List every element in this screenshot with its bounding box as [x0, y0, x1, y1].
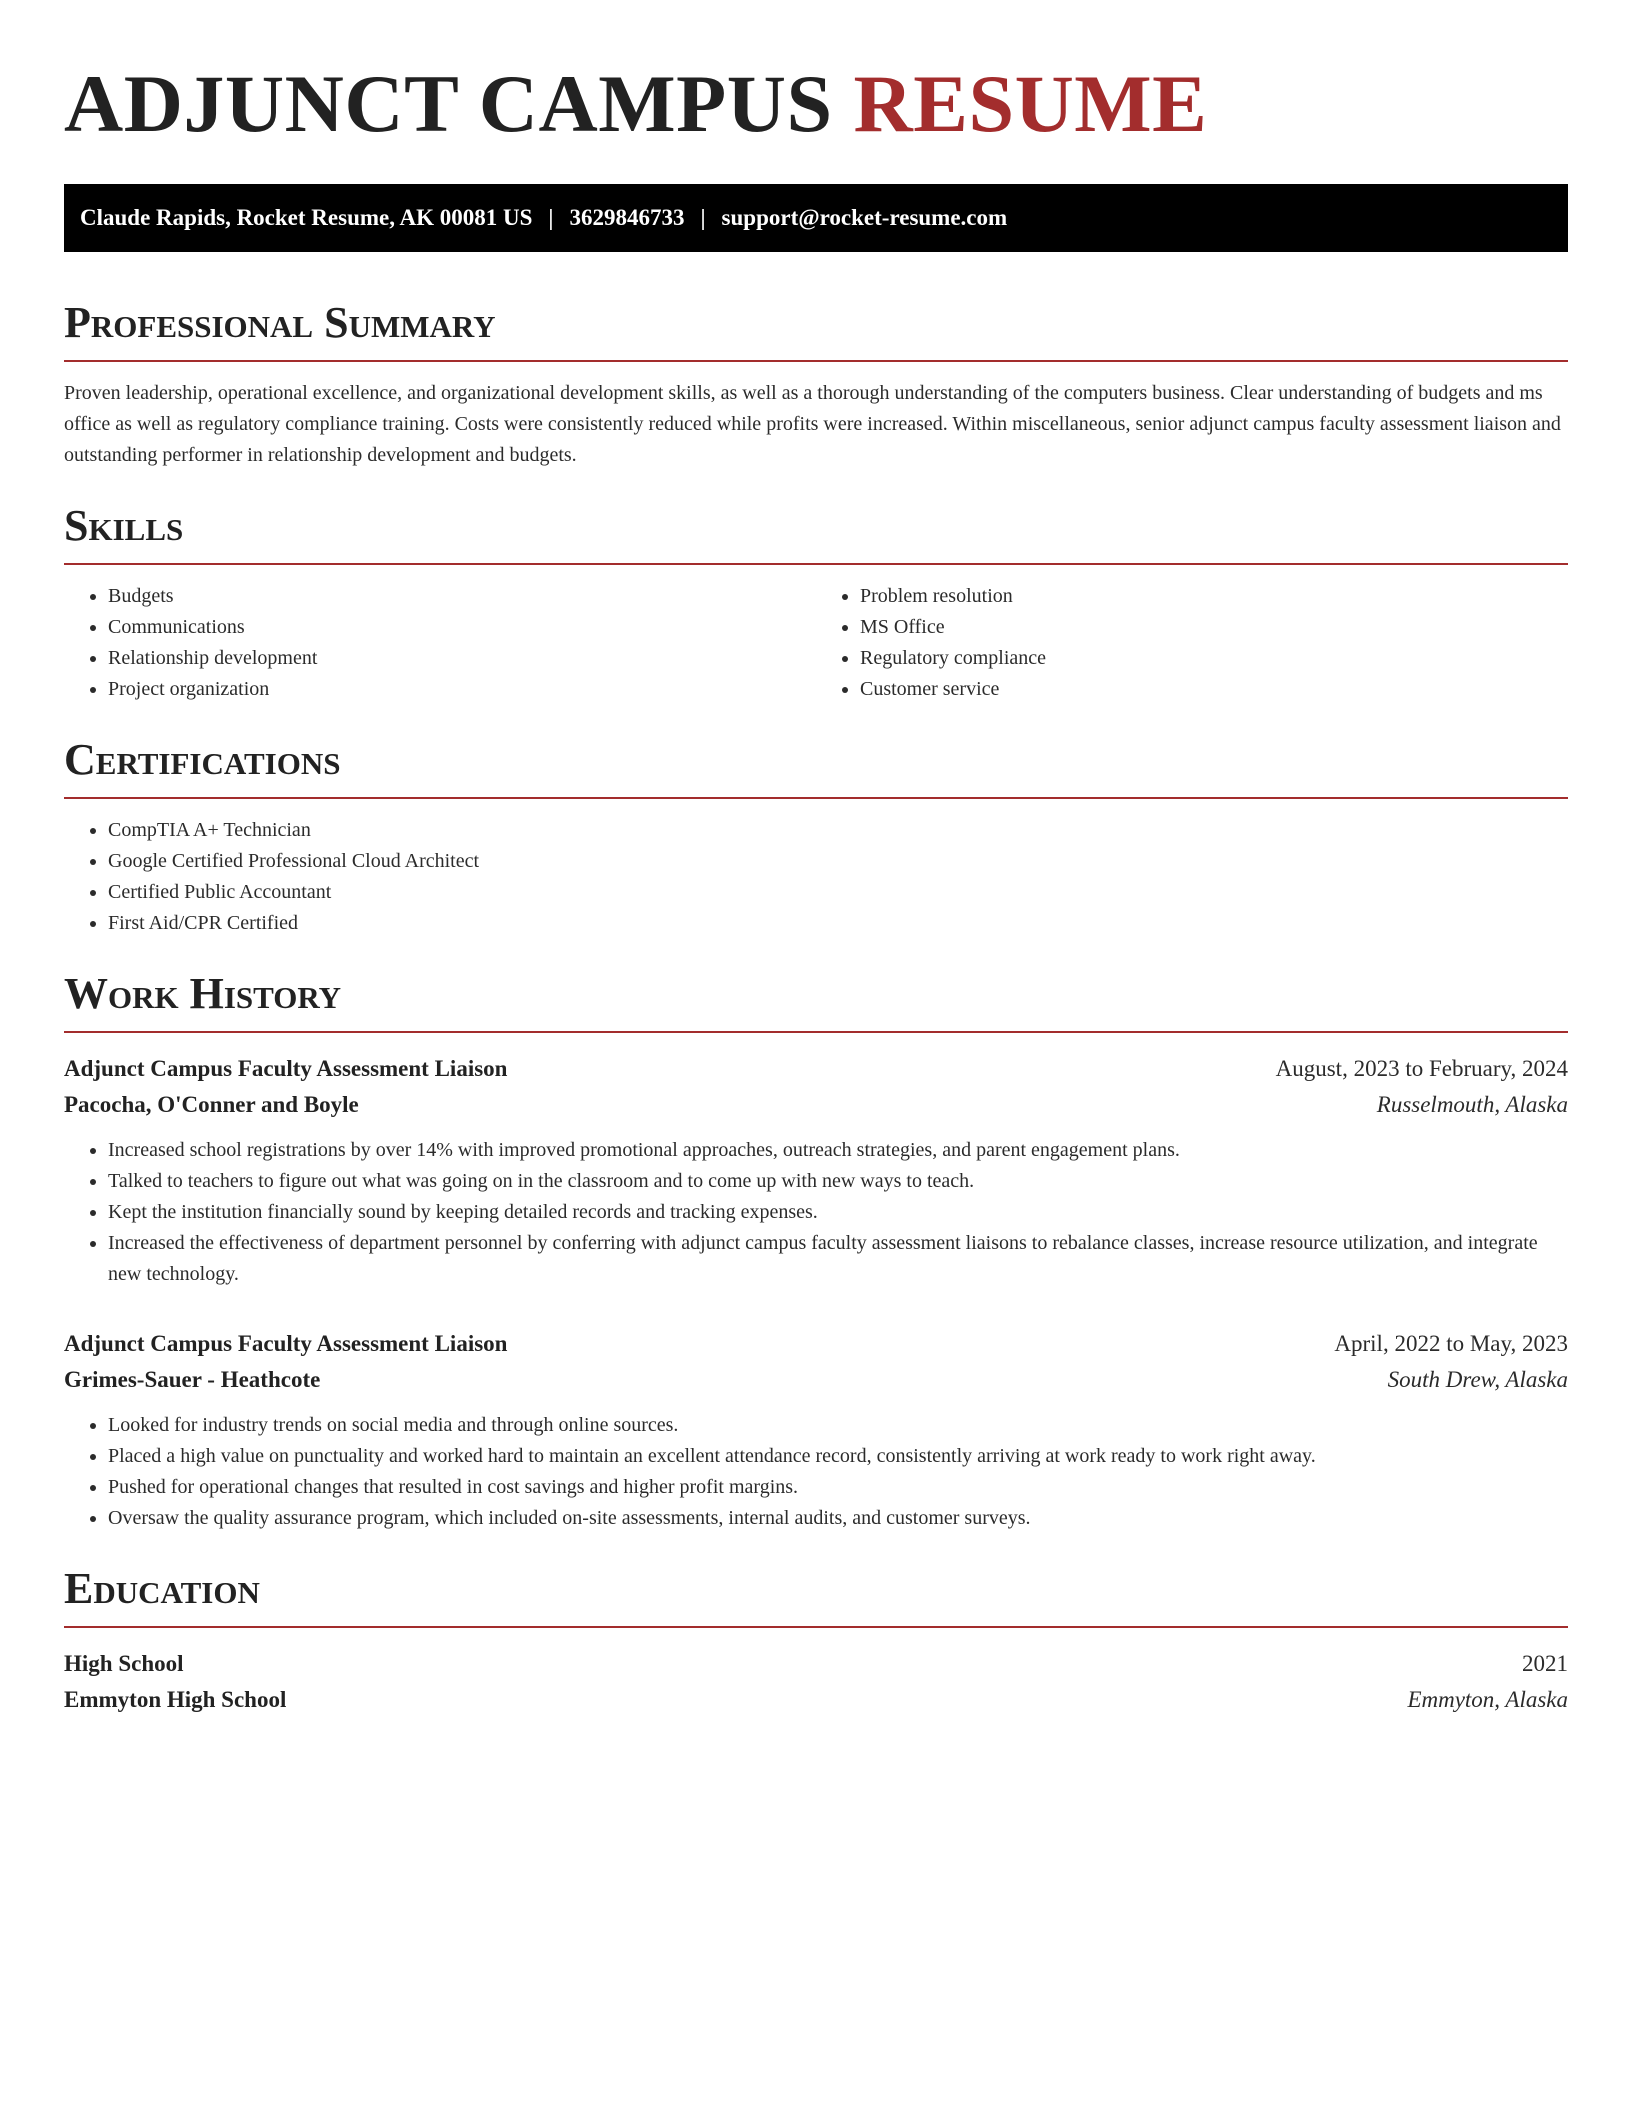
job-company-row [64, 1362, 1568, 1398]
work-history-heading: Work History [64, 969, 1568, 1033]
skills-section [64, 501, 1568, 705]
skills-list-left [64, 581, 816, 705]
title-main: ADJUNCT CAMPUS [64, 58, 854, 149]
certification-item: • First Aid/CPR Certified [108, 908, 1568, 939]
job-dates: April, 2022 to May, 2023 [1334, 1331, 1568, 1356]
job-bullet: • Looked for industry trends on social media and through online sources. [108, 1410, 1568, 1441]
certifications-heading: Certifications [64, 735, 1568, 799]
education-heading: Education [64, 1564, 1568, 1628]
job-company-row [64, 1087, 1568, 1123]
contact-address: Claude Rapids, Rocket Resume, AK 00081 US [80, 205, 533, 230]
job-bullet: • Increased school registrations by over 14% with improved promotional approaches, outreach strategies, and parent engagement plans. [108, 1135, 1568, 1166]
job-company: Pacocha, O'Conner and Boyle [64, 1092, 359, 1117]
education-school-row [64, 1682, 1568, 1718]
summary-section [64, 298, 1568, 471]
work-history-section [64, 969, 1568, 1534]
certifications-section [64, 735, 1568, 939]
certification-item: • Google Certified Professional Cloud Architect [108, 846, 1568, 877]
job-dates: August, 2023 to February, 2024 [1275, 1056, 1568, 1081]
education-degree-row [64, 1646, 1568, 1682]
education-degree: High School [64, 1651, 184, 1676]
title-accent: RESUME [853, 58, 1208, 149]
skill-item: • Customer service [860, 674, 1568, 705]
skill-item: • Problem resolution [860, 581, 1568, 612]
certification-item: • Certified Public Accountant [108, 877, 1568, 908]
contact-bar [64, 184, 1568, 252]
skill-item: • MS Office [860, 612, 1568, 643]
certifications-list [64, 815, 1568, 939]
skill-item: • Project organization [108, 674, 816, 705]
education-section [64, 1564, 1568, 1718]
job-title: Adjunct Campus Faculty Assessment Liaison [64, 1331, 508, 1356]
job-bullet: • Oversaw the quality assurance program, which included on-site assessments, internal audits, and customer surveys. [108, 1503, 1568, 1534]
skill-item: • Relationship development [108, 643, 816, 674]
contact-email: support@rocket-resume.com [721, 205, 1008, 230]
skills-list-right [816, 581, 1568, 705]
resume-title [64, 56, 1568, 152]
skills-grid [64, 581, 1568, 705]
certification-item: • CompTIA A+ Technician [108, 815, 1568, 846]
job-bullet: • Increased the effectiveness of department personnel by conferring with adjunct campus faculty assessment liaisons to rebalance classes, increase resource utilization, and integrate new technology. [108, 1228, 1568, 1290]
summary-heading: Professional Summary [64, 298, 1568, 362]
job-location: South Drew, Alaska [1387, 1367, 1568, 1392]
job-company: Grimes-Sauer - Heathcote [64, 1367, 321, 1392]
skill-item: • Budgets [108, 581, 816, 612]
contact-phone: 3629846733 [569, 205, 685, 230]
job-entry [64, 1051, 1568, 1290]
job-bullet: • Kept the institution financially sound by keeping detailed records and tracking expenses. [108, 1197, 1568, 1228]
skills-heading: Skills [64, 501, 1568, 565]
summary-text: Proven leadership, operational excellence, and organizational development skills, as well as a thorough understanding of the computers business. Clear understanding of budgets and ms office as well as regulatory compliance training. Costs were consistently reduced while profits were increased. Within miscellaneous, senior adjunct campus faculty assessment liaison and outstanding performer in relationship development and budgets. [64, 382, 1561, 466]
education-year: 2021 [1522, 1651, 1568, 1676]
job-title: Adjunct Campus Faculty Assessment Liaison [64, 1056, 508, 1081]
job-entry [64, 1326, 1568, 1534]
job-bullet: • Placed a high value on punctuality and worked hard to maintain an excellent attendance record, consistently arriving at work ready to work right away. [108, 1441, 1568, 1472]
job-title-row [64, 1051, 1568, 1087]
job-location: Russelmouth, Alaska [1376, 1092, 1568, 1117]
education-location: Emmyton, Alaska [1407, 1687, 1568, 1712]
contact-separator: | [548, 205, 554, 230]
skill-item: • Regulatory compliance [860, 643, 1568, 674]
job-title-row [64, 1326, 1568, 1362]
skill-item: • Communications [108, 612, 816, 643]
contact-separator: | [700, 205, 706, 230]
job-bullets [64, 1135, 1568, 1290]
job-bullet: • Pushed for operational changes that resulted in cost savings and higher profit margins. [108, 1472, 1568, 1503]
job-bullets [64, 1410, 1568, 1534]
education-entry [64, 1646, 1568, 1718]
job-bullet: • Talked to teachers to figure out what was going on in the classroom and to come up with new ways to teach. [108, 1166, 1568, 1197]
education-school: Emmyton High School [64, 1687, 287, 1712]
